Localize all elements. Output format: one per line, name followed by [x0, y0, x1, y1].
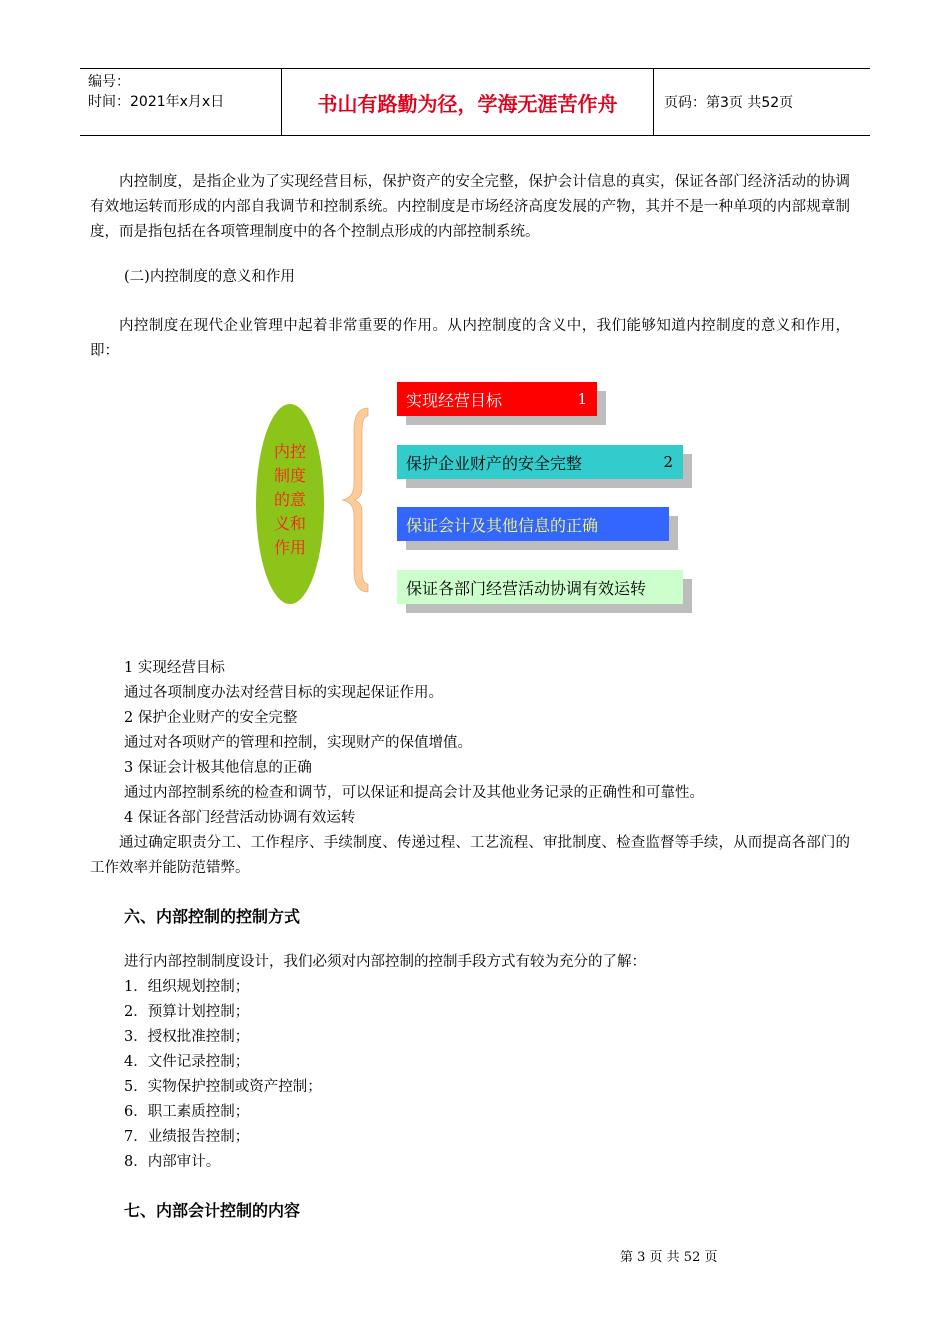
center-line: 内控 — [273, 442, 306, 461]
header-motto: 书山有路勤为径，学海无涯苦作舟 — [282, 69, 654, 135]
intro-paragraph-2: 内控制度在现代企业管理中起着非常重要的作用。从内控制度的含义中，我们能够知道内控制度的意义和作用，即： — [90, 318, 850, 359]
diagram-box-1 — [397, 382, 597, 416]
center-line: 制度 — [273, 466, 306, 485]
page-header — [80, 68, 870, 136]
list-item: 8．内部审计。 — [124, 1154, 221, 1170]
center-line: 作用 — [273, 538, 306, 557]
box-number: 1 — [577, 390, 587, 408]
section-6-intro: 进行内部控制制度设计，我们必须对内部控制的控制手段方式有较为充分的了解： — [124, 954, 646, 970]
box-label: 实现经营目标 — [406, 390, 503, 410]
header-date: 时间：2021年x月x日 — [88, 94, 225, 110]
item-heading: 1 实现经营目标 — [124, 660, 225, 676]
diagram-center-text — [256, 440, 324, 560]
box-number: 2 — [663, 453, 673, 471]
item-desc: 通过各项制度办法对经营目标的实现起保证作用。 — [124, 685, 443, 701]
item-heading: 2 保护企业财产的安全完整 — [124, 710, 298, 726]
list-item: 6．职工素质控制； — [124, 1104, 250, 1120]
section-6-heading: 六、内部控制的控制方式 — [124, 907, 301, 926]
box-label: 保证会计及其他信息的正确 — [406, 515, 599, 535]
intro-block — [90, 170, 850, 245]
box-label: 保证各部门经营活动协调有效运转 — [406, 578, 647, 598]
item-heading: 3 保证会计极其他信息的正确 — [124, 760, 312, 776]
subheading: (二)内控制度的意义和作用 — [124, 269, 295, 285]
list-item: 7．业绩报告控制； — [124, 1129, 250, 1145]
box-label: 保护企业财产的安全完整 — [406, 453, 583, 473]
list-item: 5．实物保护控制或资产控制； — [124, 1079, 322, 1095]
intro-paragraph: 内控制度，是指企业为了实现经营目标，保护资产的安全完整，保护会计信息的真实，保证各部门经济活动的协调有效地运转而形成的内部自我调节和控制系统。内控制度是市场经济高度发展的产物，其并不是一种单项的内部规章制度，而是指包括在各项管理制度中的各个控制点形成的内部控制系统。 — [90, 174, 850, 240]
item-desc: 通过对各项财产的管理和控制，实现财产的保值增值。 — [124, 735, 472, 751]
center-line: 义和 — [273, 514, 306, 533]
list-item: 2．预算计划控制； — [124, 1004, 250, 1020]
brace-shape — [336, 400, 376, 600]
list-item: 4．文件记录控制； — [124, 1054, 250, 1070]
diagram-box-2 — [397, 445, 683, 479]
item-desc: 通过内部控制系统的检查和调节，可以保证和提高会计及其他业务记录的正确性和可靠性。 — [124, 785, 704, 801]
intro2-block — [90, 314, 850, 364]
footer-page-number: 第 3 页 共 52 页 — [620, 1250, 718, 1265]
item-desc: 通过确定职责分工、工作程序、手续制度、传递过程、工艺流程、审批制度、检查监督等手续，从而提高各部门的工作效率并能防范错弊。 — [90, 835, 850, 876]
header-number: 编号： — [88, 74, 130, 90]
center-line: 的意 — [273, 490, 306, 509]
header-page-info: 页码：第3页 共52页 — [664, 95, 794, 111]
diagram-box-3 — [397, 507, 669, 541]
list-item: 1．组织规划控制； — [124, 979, 250, 995]
section-7-heading: 七、内部会计控制的内容 — [124, 1201, 301, 1220]
item4-block — [90, 831, 850, 881]
item-heading: 4 保证各部门经营活动协调有效运转 — [124, 810, 356, 826]
list-item: 3．授权批准控制； — [124, 1029, 250, 1045]
diagram-box-4 — [397, 570, 683, 604]
header-left — [80, 69, 282, 135]
